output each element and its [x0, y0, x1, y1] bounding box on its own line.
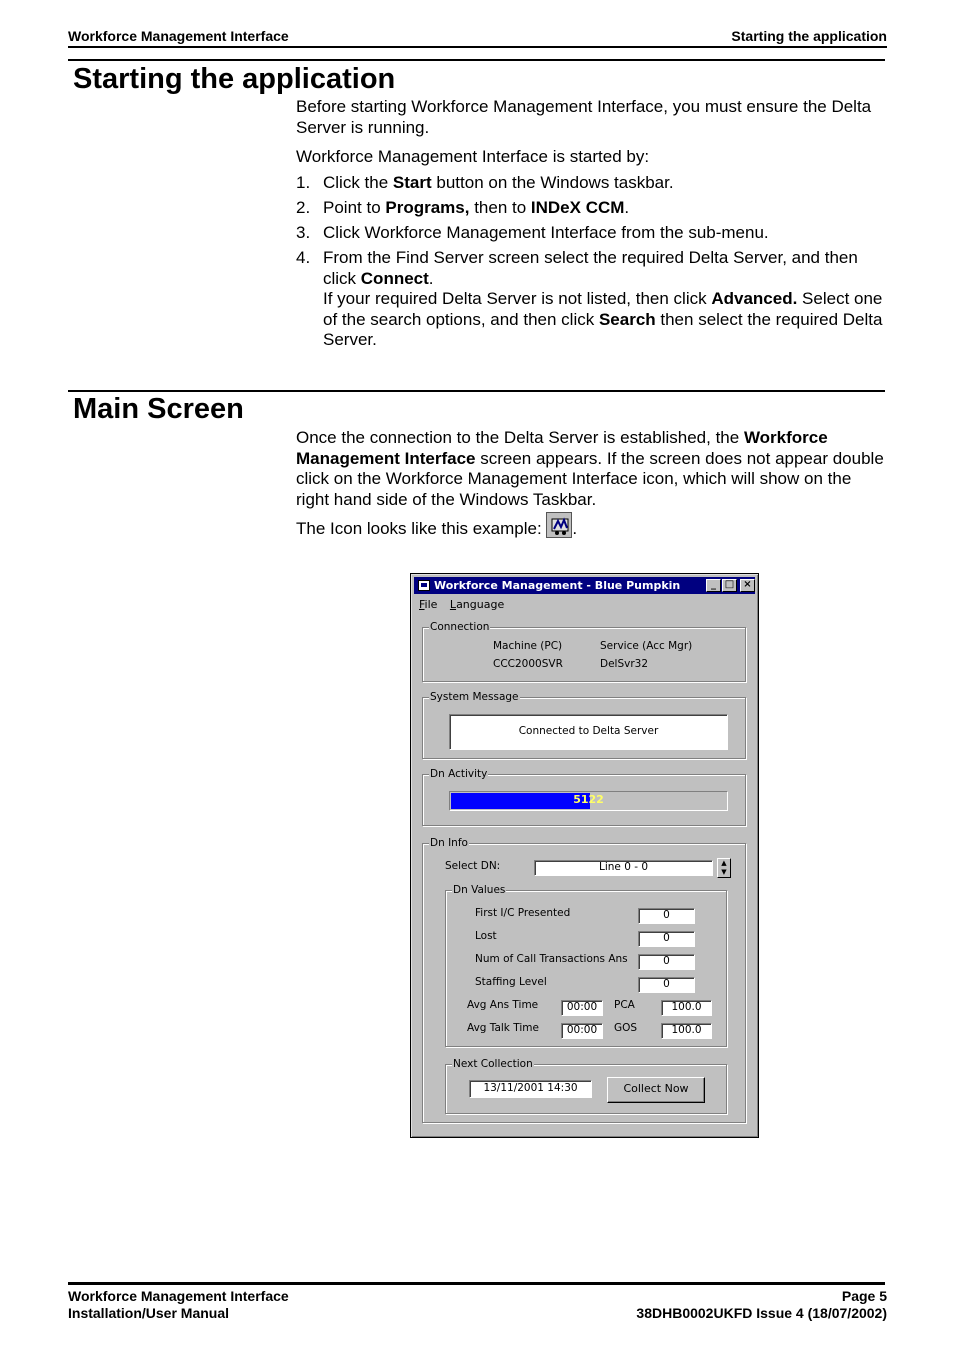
app-icon: [418, 580, 430, 591]
avg-ans-field: 00:00: [561, 1000, 603, 1016]
pca-label: PCA: [614, 999, 635, 1011]
dn-activity-progress: [449, 791, 728, 811]
avg-talk-label: Avg Talk Time: [467, 1022, 539, 1034]
workforce-tray-icon: [546, 512, 572, 538]
footer-left1: Workforce Management Interface: [68, 1288, 289, 1304]
progress-value: 5122: [573, 793, 604, 806]
dn-activity-group: [422, 768, 746, 826]
next-collection-field: 13/11/2001 14:30: [469, 1080, 592, 1098]
service-value: DelSvr32: [600, 658, 649, 670]
section-rule: [68, 390, 885, 392]
num-call-trans-field: 0: [638, 954, 695, 970]
section-title-main-screen: Main Screen: [73, 393, 244, 425]
system-message-group: [422, 691, 746, 759]
select-dn-spinner[interactable]: [717, 858, 731, 878]
select-dn-label: Select DN:: [445, 860, 501, 872]
dn-info-legend: Dn Info: [430, 837, 468, 849]
next-collection-group: [445, 1058, 727, 1114]
menu-bar: [419, 598, 513, 611]
avg-talk-field: 00:00: [561, 1023, 603, 1039]
window-titlebar[interactable]: [414, 577, 755, 594]
service-label: Service (Acc Mgr): [600, 640, 693, 652]
page-header: [68, 28, 887, 48]
spinner-down-icon[interactable]: ▼: [721, 868, 727, 876]
maximize-button[interactable]: □: [722, 579, 737, 592]
gos-field: 100.0: [661, 1023, 712, 1039]
dn-values-legend: Dn Values: [453, 884, 506, 896]
dn-values-group: [445, 884, 727, 1047]
footer-right1: Page 5: [841, 1288, 887, 1304]
intro-paragraph: Before starting Workforce Management Interface, you must ensure the Delta Server is running.: [296, 97, 872, 137]
staffing-level-field: 0: [638, 977, 695, 993]
next-collection-legend: Next Collection: [453, 1058, 533, 1070]
window-title: Workforce Management - Blue Pumpkin: [434, 579, 681, 592]
pca-field: 100.0: [661, 1000, 712, 1016]
machine-value: CCC2000SVR: [493, 658, 563, 670]
dn-activity-legend: Dn Activity: [430, 768, 488, 780]
system-message-legend: System Message: [430, 691, 519, 703]
collect-now-button[interactable]: Collect Now: [607, 1077, 705, 1103]
avg-ans-label: Avg Ans Time: [467, 999, 539, 1011]
menu-file[interactable]: File: [419, 598, 438, 611]
system-message-text: Connected to Delta Server: [449, 714, 728, 750]
menu-language[interactable]: Language: [449, 598, 505, 611]
spinner-up-icon[interactable]: ▲: [721, 859, 727, 867]
first-ic-label: First I/C Presented: [475, 907, 571, 919]
app-window: [410, 573, 759, 1138]
first-ic-field: 0: [638, 908, 695, 924]
section-title-starting: Starting the application: [73, 63, 396, 95]
connection-group: [422, 621, 746, 682]
footer-left2: Installation/User Manual: [68, 1305, 230, 1321]
main-screen-paragraph: Once the connection to the Delta Server is established, the Workforce Management Interface screen appears. If the screen does not appear double click on the Workforce Management Interface icon, which will show on the right hand side of the Windows Taskbar.: [296, 428, 884, 509]
connection-legend: Connection: [430, 621, 490, 633]
select-dn-field[interactable]: Line 0 - 0: [534, 860, 713, 876]
dn-info-group: [422, 837, 746, 1123]
minimize-button[interactable]: _: [706, 579, 721, 592]
gos-label: GOS: [614, 1022, 638, 1034]
close-button[interactable]: ×: [740, 579, 755, 592]
started-by-paragraph: Workforce Management Interface is started by:: [296, 147, 650, 166]
footer-right2: 38DHB0002UKFD Issue 4 (18/07/2002): [636, 1305, 887, 1321]
staffing-level-label: Staffing Level: [475, 976, 547, 988]
lost-label: Lost: [475, 930, 497, 942]
header-left: Workforce Management Interface: [68, 28, 289, 44]
machine-label: Machine (PC): [493, 640, 563, 652]
section-rule: [68, 59, 885, 61]
footer-rule: [68, 1282, 885, 1285]
lost-field: 0: [638, 931, 695, 947]
icon-example-paragraph: The Icon looks like this example: .: [296, 512, 886, 540]
num-call-trans-label: Num of Call Transactions Ans: [475, 953, 628, 965]
header-right: Starting the application: [731, 28, 887, 44]
